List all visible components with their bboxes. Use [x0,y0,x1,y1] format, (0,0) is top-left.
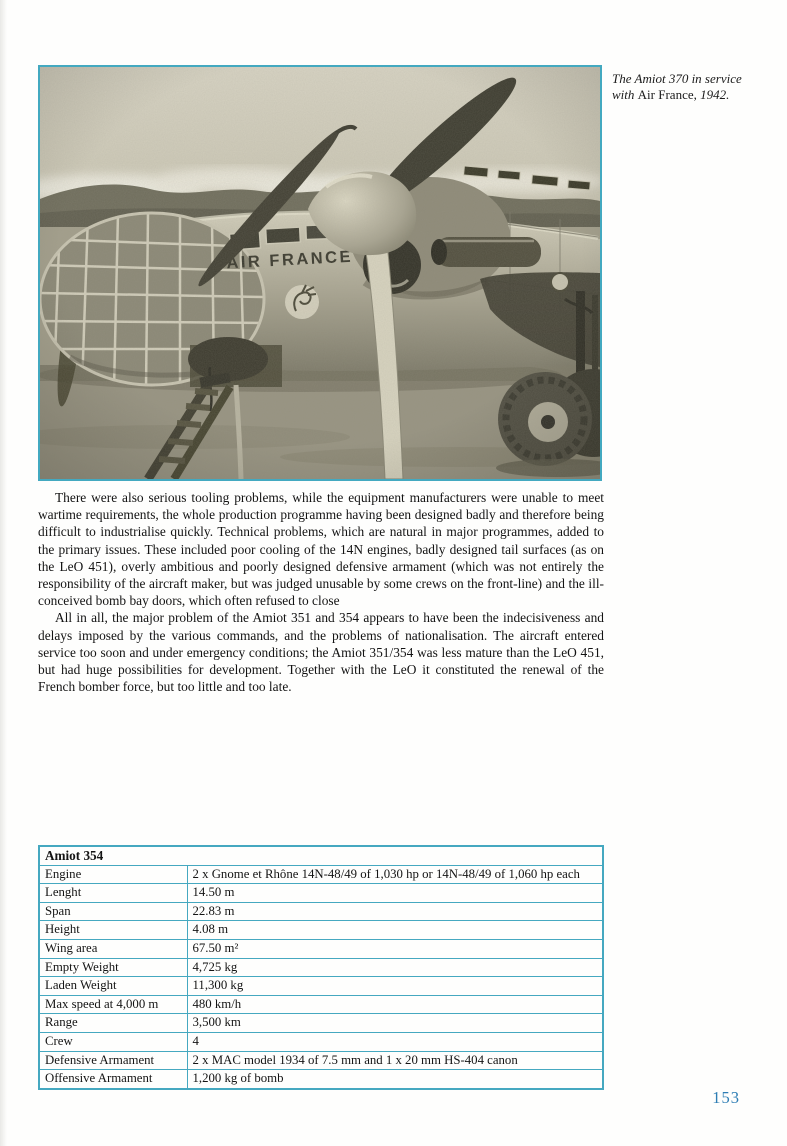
caption-italic-tail: 1942. [700,87,730,102]
aircraft-photo-frame [38,65,602,481]
body-text [38,489,604,695]
spec-label: Span [39,902,187,921]
spec-value: 22.83 m [187,902,603,921]
table-row [39,939,603,958]
spec-value: 4,725 kg [187,958,603,977]
spec-label: Wing area [39,939,187,958]
spec-table-header [39,846,603,865]
spec-table [38,845,604,1090]
caption-roman: Air France, [637,87,697,102]
table-row [39,884,603,903]
table-row [39,1014,603,1033]
spec-value: 3,500 km [187,1014,603,1033]
spec-value: 4.08 m [187,921,603,940]
spec-value: 4 [187,1032,603,1051]
page-number: 153 [712,1088,740,1107]
spec-value: 14.50 m [187,884,603,903]
table-row [39,1032,603,1051]
spec-value: 480 km/h [187,995,603,1014]
spec-table-title: Amiot 354 [39,846,603,865]
scan-edge-shading [0,0,7,1146]
body-paragraph-2: All in all, the major problem of the Amiot 351 and 354 appears to have been the indecisiveness and delays imposed by the various commands, and the problems of nationalisation. The aircraft entered service too soon and under emergency conditions; the Amiot 351/354 was less mature than the LeO 451, but had huge possibilities for development. Together with the LeO it constituted the renewal of the French bomber force, but too little and too late. [38,610,604,695]
spec-label: Empty Weight [39,958,187,977]
table-row [39,995,603,1014]
spec-value: 1,200 kg of bomb [187,1070,603,1089]
spec-label: Laden Weight [39,977,187,996]
table-row [39,1051,603,1070]
table-row [39,902,603,921]
spec-label: Lenght [39,884,187,903]
spec-label: Range [39,1014,187,1033]
spec-value: 2 x Gnome et Rhône 14N-48/49 of 1,030 hp or 14N-48/49 of 1,060 hp each [187,865,603,884]
caption-italic-lead: The Amiot 370 in service with [612,71,742,102]
photo-caption [612,71,764,103]
spec-label: Height [39,921,187,940]
spec-value: 67.50 m² [187,939,603,958]
table-row [39,921,603,940]
vignette-overlay [40,67,600,479]
spec-value: 2 x MAC model 1934 of 7.5 mm and 1 x 20 mm HS-404 canon [187,1051,603,1070]
table-row [39,958,603,977]
spec-label: Max speed at 4,000 m [39,995,187,1014]
body-paragraph-1: There were also serious tooling problems, while the equipment manufacturers were unable to meet wartime requirements, the whole production programme having been designed badly and therefore being difficult to industrialise quickly. Technical problems, which are natural in major programmes, added to the primary issues. These included poor cooling of the 14N engines, badly designed tail surfaces (as on the LeO 451), overly ambitious and poorly designed defensive armament (which was not entirely the responsibility of the aircraft maker, but was judged unusable by some crews on the front-line) and the ill-conceived bomb bay doors, which often refused to close [38,490,604,609]
table-row [39,865,603,884]
table-row [39,1070,603,1089]
aircraft-photo [40,67,600,479]
spec-value: 11,300 kg [187,977,603,996]
spec-label: Crew [39,1032,187,1051]
spec-label: Offensive Armament [39,1070,187,1089]
table-row [39,977,603,996]
spec-label: Engine [39,865,187,884]
spec-label: Defensive Armament [39,1051,187,1070]
